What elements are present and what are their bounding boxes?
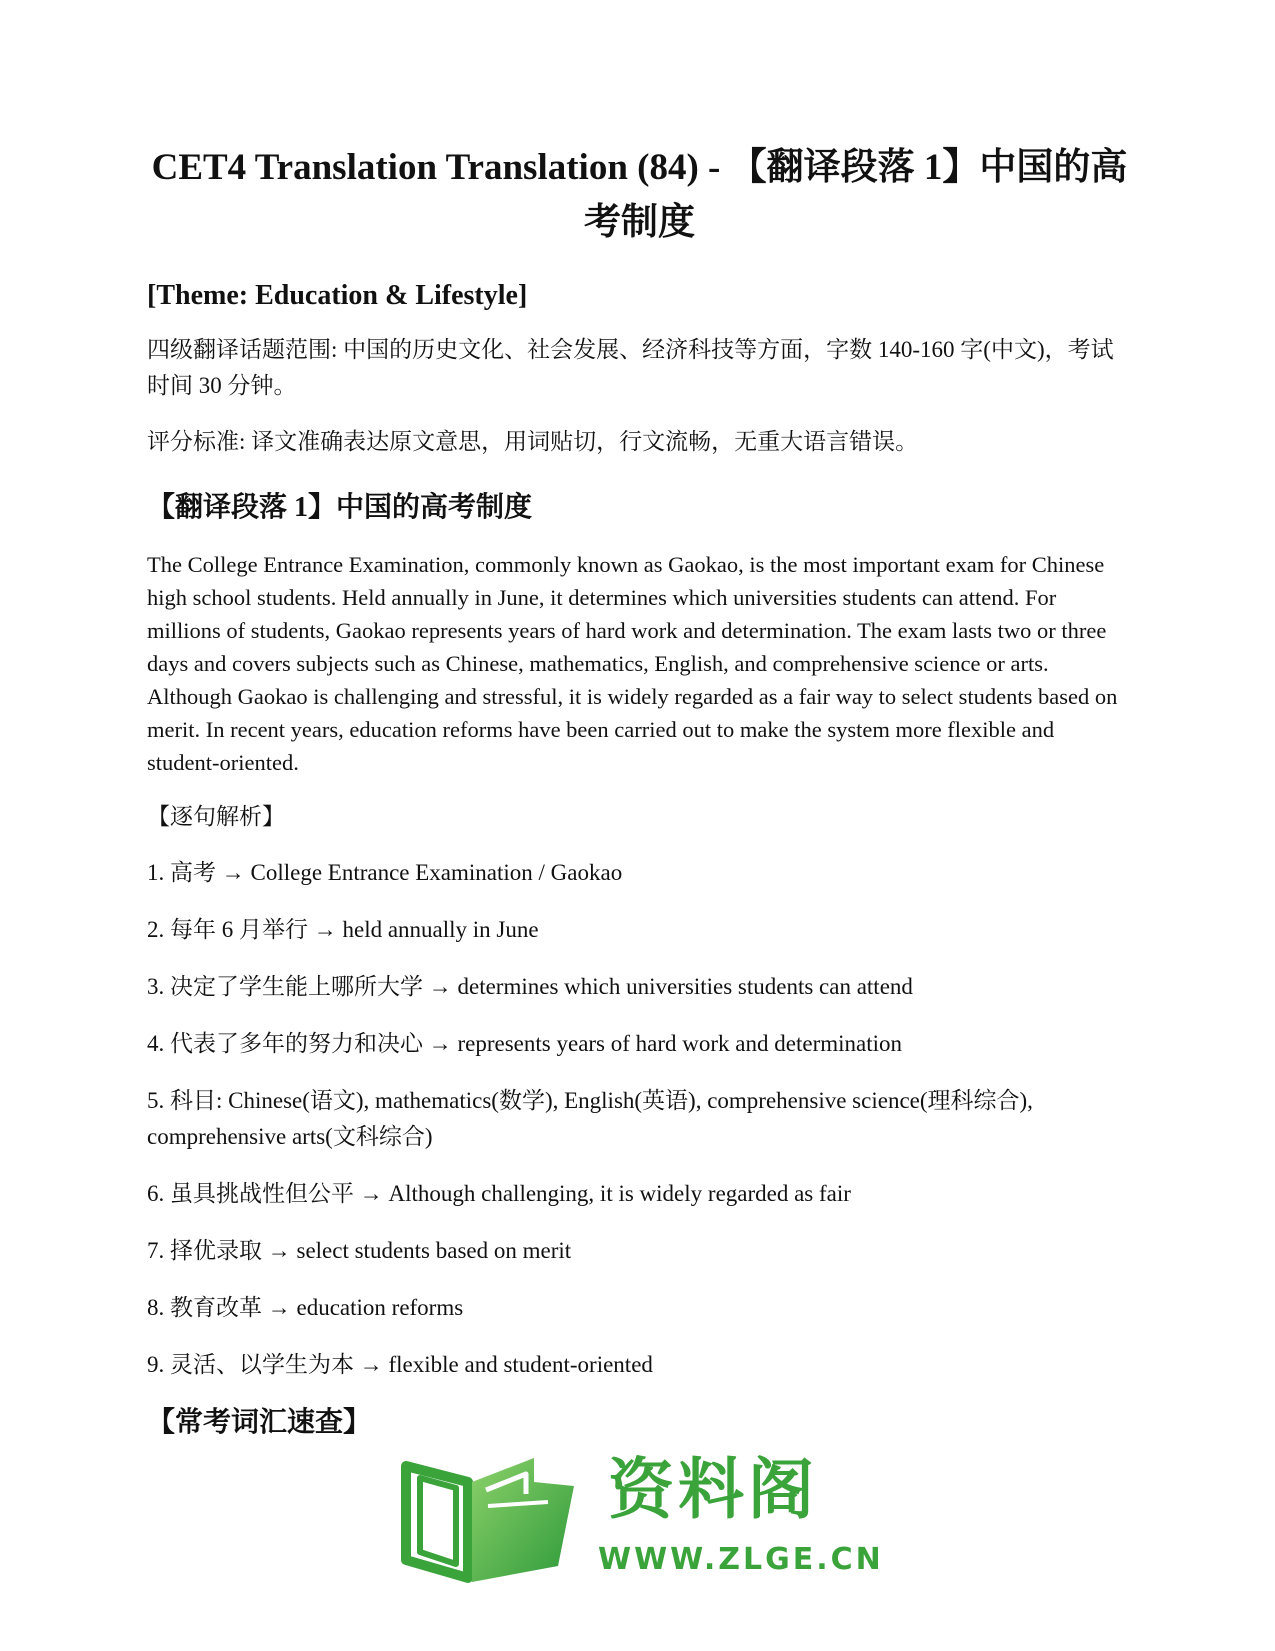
analysis-item: 9. 灵活、以学生为本 → flexible and student-oriented [147, 1352, 653, 1377]
criteria-paragraph: 评分标准: 译文准确表达原文意思，用词贴切，行文流畅，无重大语言错误。 [147, 429, 919, 454]
analysis-item: 2. 每年 6 月举行 → held annually in June [147, 917, 539, 942]
analysis-item: 7. 择优录取 → select students based on merit [147, 1238, 572, 1263]
open-book-icon [398, 1448, 578, 1586]
analysis-item: 5. 科目: Chinese(语文), mathematics(数学), English(英语), comprehensive science(理科综合), comprehensive arts(文科综合) [147, 1088, 1033, 1149]
analysis-item: 3. 决定了学生能上哪所大学 → determines which universities students can attend [147, 974, 913, 999]
watermark-url: WWW.ZLGE.CN [598, 1542, 884, 1577]
watermark-name: 资料阁 [608, 1451, 818, 1528]
analysis-item: 8. 教育改革 → education reforms [147, 1295, 464, 1320]
analysis-heading: 【逐句解析】 [147, 804, 285, 829]
analysis-item: 6. 虽具挑战性但公平 → Although challenging, it is widely regarded as fair [147, 1181, 851, 1206]
vocab-heading: 【常考词汇速查】 [147, 1407, 372, 1438]
scope-paragraph: 四级翻译话题范围: 中国的历史文化、社会发展、经济科技等方面，字数 140-160 字(中文)，考试时间 30 分钟。 [147, 337, 1114, 398]
watermark [398, 1448, 884, 1588]
analysis-list [147, 855, 1132, 1383]
theme-label: [Theme: Education & Lifestyle] [147, 280, 528, 311]
passage-paragraph: The College Entrance Examination, commonly known as Gaokao, is the most important exam for Chinese high school students. Held annually in June, it determines which universities students can attend. For millions of students, Gaokao represents years of hard work and determination. The exam lasts two or three days and covers subjects such as Chinese, mathematics, English, and comprehensive science or arts. Although Gaokao is challenging and stressful, it is widely regarded as a fair way to select students based on merit. In recent years, education reforms have been carried out to make the system more flexible and student-oriented. [147, 552, 1118, 775]
section-heading: 【翻译段落 1】中国的高考制度 [147, 492, 533, 523]
analysis-item: 4. 代表了多年的努力和决心 → represents years of hard work and determination [147, 1031, 903, 1056]
document-title: CET4 Translation Translation (84) - 【翻译段落 1】中国的高考制度 [151, 147, 1128, 243]
analysis-item: 1. 高考 → College Entrance Examination / Gaokao [147, 860, 623, 885]
document-page [147, 140, 1132, 1441]
